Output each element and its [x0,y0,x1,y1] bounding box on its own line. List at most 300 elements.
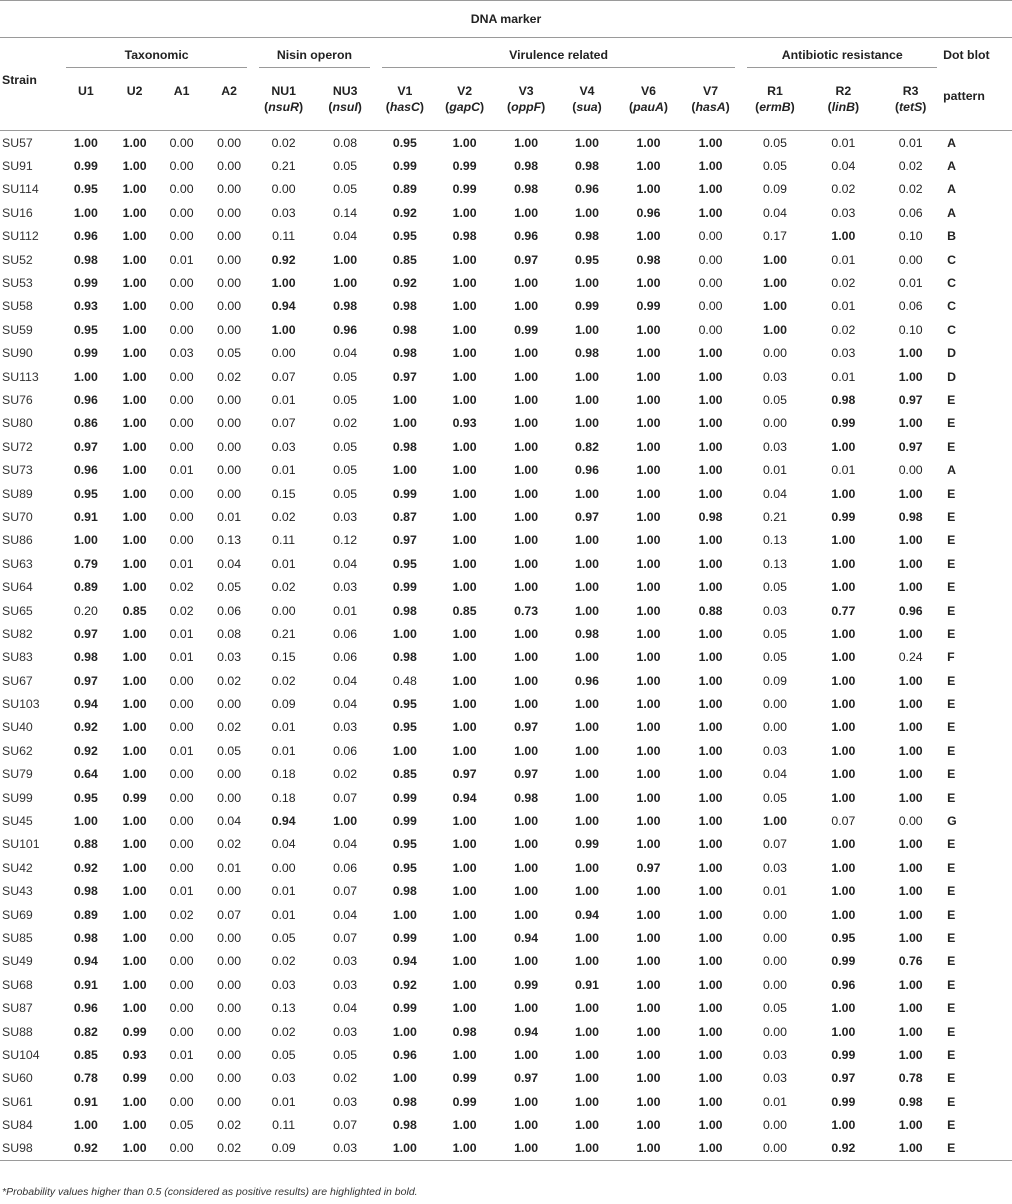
value-cell: 0.88 [698,603,723,618]
value-cell: 1.00 [636,767,661,782]
dot-blot-pattern-cell: C [947,322,957,337]
table-footnote: *Probability values higher than 0.5 (considered as positive results) are highlighted in bold. [2,1186,418,1198]
table-row [0,1137,1012,1161]
value-cell: 1.00 [122,439,147,454]
value-cell: 0.95 [392,697,417,712]
value-cell: 0.92 [831,1141,856,1156]
strain-cell: SU68 [2,977,33,992]
value-cell: 0.92 [73,720,98,735]
dot-blot-pattern-cell: E [947,509,956,524]
value-cell: 1.00 [575,392,599,407]
value-cell: 0.05 [762,790,787,805]
value-cell: 0.92 [392,276,417,291]
value-cell: 0.03 [169,346,194,361]
value-cell: 0.99 [392,159,417,174]
table-row [0,1090,1012,1113]
value-cell: 1.00 [636,533,661,548]
value-cell: 0.95 [392,837,417,852]
value-cell: 1.00 [122,135,147,150]
value-cell: 1.00 [636,229,661,244]
value-cell: 1.00 [122,509,147,524]
value-cell: 1.00 [575,1094,599,1109]
table-row [0,458,1012,481]
value-cell: 0.00 [217,697,242,712]
value-cell: 0.00 [698,276,723,291]
value-cell: 0.04 [333,556,358,571]
value-cell: 1.00 [636,135,661,150]
value-cell: 0.04 [762,205,787,220]
strain-cell: SU62 [2,743,33,758]
value-cell: 1.00 [514,463,539,478]
value-cell: 1.00 [636,463,661,478]
value-cell: 1.00 [636,673,661,688]
value-cell: 1.00 [514,1001,539,1016]
value-cell: 1.00 [514,299,539,314]
value-cell: 0.06 [333,860,358,875]
value-cell: 0.01 [831,299,856,314]
column-code-header: NU3 [332,84,358,98]
value-cell: 1.00 [831,650,856,665]
value-cell: 0.03 [333,580,358,595]
group-header-label: Virulence related [509,48,609,62]
value-cell: 0.99 [392,486,417,501]
value-cell: 1.00 [452,954,477,969]
value-cell: 0.97 [514,767,539,782]
value-cell: 0.92 [271,252,296,267]
value-cell: 0.07 [333,884,358,899]
value-cell: 0.05 [217,346,242,361]
dot-blot-pattern-cell: E [947,977,956,992]
dot-blot-pattern-cell: E [947,767,956,782]
value-cell: 0.99 [392,580,417,595]
value-cell: 0.07 [217,907,242,922]
value-cell: 1.00 [898,790,923,805]
value-cell: 1.00 [392,463,417,478]
dot-blot-pattern-cell: E [947,1118,956,1133]
value-cell: 0.18 [271,767,296,782]
value-cell: 0.95 [392,135,417,150]
value-cell: 0.15 [271,486,296,501]
value-cell: 0.21 [762,509,787,524]
value-cell: 1.00 [898,837,923,852]
value-cell: 0.00 [898,463,923,478]
value-cell: 1.00 [831,229,856,244]
value-cell: 0.04 [333,229,358,244]
value-cell: 0.98 [514,790,539,805]
value-cell: 0.00 [762,697,787,712]
strain-cell: SU79 [2,767,33,782]
value-cell: 0.89 [73,580,98,595]
value-cell: 0.97 [514,720,539,735]
value-cell: 0.00 [762,1141,787,1156]
value-cell: 0.06 [333,650,358,665]
value-cell: 0.02 [271,509,296,524]
value-cell: 0.98 [575,159,599,174]
value-cell: 1.00 [514,837,539,852]
value-cell: 0.00 [762,346,787,361]
value-cell: 0.03 [333,1024,358,1039]
table-row [0,248,1012,271]
dot-blot-pattern-cell: D [947,346,957,361]
value-cell: 0.07 [333,930,358,945]
dot-blot-pattern-cell: E [947,1141,956,1156]
value-cell: 0.98 [392,884,417,899]
dot-blot-pattern-cell: E [947,837,956,852]
column-code-header: U1 [77,84,94,98]
value-cell: 0.02 [217,369,242,384]
strain-cell: SU53 [2,276,33,291]
value-cell: 1.00 [73,1118,98,1133]
value-cell: 1.00 [636,1001,661,1016]
value-cell: 0.08 [333,135,358,150]
value-cell: 0.02 [217,1118,242,1133]
value-cell: 0.98 [392,1118,417,1133]
value-cell: 1.00 [575,954,599,969]
value-cell: 1.00 [333,814,358,829]
value-cell: 0.94 [271,814,296,829]
value-cell: 0.98 [698,509,723,524]
value-cell: 1.00 [898,767,923,782]
table-row [0,880,1012,903]
value-cell: 1.00 [898,369,923,384]
value-cell: 0.00 [217,322,242,337]
value-cell: 0.98 [333,299,358,314]
value-cell: 1.00 [122,159,147,174]
value-cell: 0.97 [73,439,98,454]
value-cell: 1.00 [831,1118,856,1133]
value-cell: 1.00 [73,205,98,220]
table-row [0,131,1012,155]
dot-blot-pattern-cell: E [947,1094,956,1109]
strain-cell: SU69 [2,907,33,922]
dot-blot-pattern-cell: A [947,463,957,478]
value-cell: 0.02 [271,580,296,595]
value-cell: 1.00 [452,1047,477,1062]
value-cell: 0.97 [831,1071,856,1086]
value-cell: 0.04 [333,697,358,712]
table-row [0,692,1012,715]
value-cell: 0.96 [575,673,599,688]
value-cell: 0.01 [898,135,923,150]
value-cell: 1.00 [698,626,723,641]
value-cell: 1.00 [831,767,856,782]
value-cell: 0.00 [169,509,194,524]
value-cell: 0.05 [762,580,787,595]
value-cell: 0.98 [73,884,98,899]
value-cell: 0.00 [217,1001,242,1016]
value-cell: 0.00 [169,205,194,220]
value-cell: 0.97 [514,252,539,267]
gene-name-label: nsuI [332,100,358,114]
value-cell: 1.00 [636,626,661,641]
value-cell: 1.00 [122,860,147,875]
value-cell: 0.92 [73,743,98,758]
value-cell: 0.98 [392,603,417,618]
value-cell: 1.00 [122,1094,147,1109]
value-cell: 1.00 [698,743,723,758]
value-cell: 1.00 [452,252,477,267]
group-header-label: Nisin operon [276,48,352,62]
strain-cell: SU16 [2,205,33,220]
column-code-header: V6 [640,84,657,98]
value-cell: 0.01 [831,463,856,478]
value-cell: 0.11 [272,1118,296,1133]
group-header [253,38,376,73]
value-cell: 1.00 [831,626,856,641]
value-cell: 0.01 [169,884,194,899]
value-cell: 0.01 [831,135,856,150]
strain-cell: SU43 [2,884,33,899]
dot-blot-pattern-cell: E [947,1071,956,1086]
table-row [0,622,1012,645]
column-code-header: V3 [518,84,534,98]
value-cell: 0.95 [392,556,417,571]
value-cell: 0.02 [271,673,296,688]
value-cell: 1.00 [452,884,477,899]
value-cell: 0.97 [452,767,477,782]
value-cell: 0.00 [698,299,723,314]
value-cell: 1.00 [122,182,147,197]
column-code-header: U2 [126,84,143,98]
value-cell: 1.00 [452,276,477,291]
value-cell: 0.00 [169,977,194,992]
value-cell: 1.00 [122,1141,147,1156]
gene-name-header: (gapC) [445,100,485,114]
value-cell: 1.00 [636,1118,661,1133]
value-cell: 1.00 [514,1141,539,1156]
table-row [0,529,1012,552]
value-cell: 0.04 [217,556,242,571]
value-cell: 1.00 [575,276,599,291]
value-cell: 0.98 [73,252,98,267]
value-cell: 1.00 [514,276,539,291]
value-cell: 0.99 [392,814,417,829]
value-cell: 0.00 [169,416,194,431]
value-cell: 0.98 [392,322,417,337]
value-cell: 1.00 [122,416,147,431]
value-cell: 0.20 [73,603,98,618]
value-cell: 1.00 [73,369,98,384]
value-cell: 1.00 [575,743,599,758]
value-cell: 0.95 [392,860,417,875]
value-cell: 0.14 [333,205,358,220]
table-row [0,482,1012,505]
gene-name-label: oppF [511,100,542,114]
value-cell: 0.00 [217,299,242,314]
strain-cell: SU86 [2,533,33,548]
value-cell: 1.00 [898,486,923,501]
value-cell: 1.00 [898,930,923,945]
value-cell: 1.00 [636,439,661,454]
value-cell: 0.05 [271,930,296,945]
dot-blot-pattern-cell: E [947,790,956,805]
value-cell: 1.00 [698,977,723,992]
value-cell: 0.05 [271,1047,296,1062]
value-cell: 1.00 [698,650,723,665]
strain-cell: SU113 [2,369,39,384]
value-cell: 0.04 [333,1001,358,1016]
value-cell: 1.00 [636,416,661,431]
value-cell: 0.13 [762,533,787,548]
value-cell: 1.00 [73,814,98,829]
value-cell: 0.02 [333,1071,358,1086]
value-cell: 1.00 [575,1071,599,1086]
value-cell: 0.92 [392,977,417,992]
value-cell: 1.00 [636,743,661,758]
value-cell: 0.00 [217,276,242,291]
table-row [0,225,1012,248]
value-cell: 0.03 [271,205,296,220]
value-cell: 0.03 [762,603,787,618]
value-cell: 1.00 [575,790,599,805]
value-cell: 1.00 [698,416,723,431]
value-cell: 0.95 [73,322,98,337]
value-cell: 0.94 [73,954,98,969]
value-cell: 0.03 [271,1071,296,1086]
value-cell: 0.01 [217,860,242,875]
value-cell: 0.94 [514,930,539,945]
value-cell: 1.00 [514,743,539,758]
value-cell: 0.99 [831,509,856,524]
value-cell: 0.00 [217,135,242,150]
value-cell: 0.96 [575,182,599,197]
value-cell: 0.03 [831,205,856,220]
value-cell: 0.00 [762,720,787,735]
value-cell: 1.00 [452,392,477,407]
value-cell: 0.04 [217,814,242,829]
value-cell: 0.01 [271,1094,296,1109]
dot-blot-pattern-cell: E [947,533,956,548]
value-cell: 0.96 [73,392,98,407]
value-cell: 1.00 [392,626,417,641]
value-cell: 1.00 [831,884,856,899]
dot-blot-pattern-cell: A [947,182,957,197]
value-cell: 1.00 [575,533,599,548]
group-header [60,38,253,73]
value-cell: 1.00 [514,673,539,688]
value-cell: 0.00 [169,229,194,244]
value-cell: 1.00 [122,346,147,361]
value-cell: 0.82 [575,439,599,454]
value-cell: 0.99 [392,1001,417,1016]
group-header-row [0,38,1012,73]
value-cell: 0.04 [762,486,787,501]
value-cell: 0.48 [392,673,417,688]
table-row [0,342,1012,365]
value-cell: 0.00 [169,790,194,805]
value-cell: 1.00 [698,673,723,688]
value-cell: 1.00 [514,392,539,407]
value-cell: 1.00 [452,673,477,688]
value-cell: 1.00 [698,346,723,361]
value-cell: 0.85 [122,603,147,618]
value-cell: 0.04 [333,907,358,922]
value-cell: 0.98 [831,392,856,407]
value-cell: 0.96 [575,463,599,478]
value-cell: 0.03 [333,1141,358,1156]
strain-cell: SU104 [2,1047,40,1062]
value-cell: 0.03 [762,743,787,758]
value-cell: 1.00 [452,1001,477,1016]
value-cell: 0.77 [831,603,856,618]
value-cell: 1.00 [636,930,661,945]
value-cell: 0.03 [762,1047,787,1062]
value-cell: 1.00 [898,580,923,595]
table-row [0,926,1012,949]
value-cell: 0.64 [73,767,98,782]
value-cell: 0.92 [392,205,417,220]
value-cell: 0.01 [169,743,194,758]
value-cell: 1.00 [636,1094,661,1109]
value-cell: 1.00 [831,486,856,501]
value-cell: 0.00 [169,814,194,829]
value-cell: 1.00 [122,556,147,571]
value-cell: 0.00 [898,252,923,267]
strain-cell: SU40 [2,720,33,735]
value-cell: 1.00 [122,533,147,548]
value-cell: 1.00 [514,954,539,969]
value-cell: 0.73 [514,603,539,618]
value-cell: 0.00 [217,790,242,805]
value-cell: 0.95 [73,486,98,501]
value-cell: 0.00 [169,767,194,782]
value-cell: 1.00 [898,907,923,922]
value-cell: 0.02 [169,907,194,922]
strain-cell: SU99 [2,790,33,805]
strain-cell: SU85 [2,930,33,945]
value-cell: 0.92 [73,1141,98,1156]
value-cell: 0.97 [73,673,98,688]
value-cell: 0.05 [333,392,358,407]
value-cell: 1.00 [898,697,923,712]
table-row [0,201,1012,224]
value-cell: 0.78 [73,1071,98,1086]
value-cell: 0.00 [698,252,723,267]
strain-cell: SU84 [2,1118,33,1133]
value-cell: 0.99 [514,322,539,337]
value-cell: 0.00 [169,369,194,384]
value-cell: 0.02 [831,182,856,197]
value-cell: 0.06 [217,603,242,618]
value-cell: 1.00 [831,837,856,852]
value-cell: 0.95 [392,229,417,244]
value-cell: 0.89 [392,182,417,197]
dot-blot-pattern-cell: C [947,299,957,314]
value-cell: 0.07 [333,790,358,805]
value-cell: 1.00 [122,884,147,899]
value-cell: 1.00 [698,790,723,805]
value-cell: 1.00 [831,790,856,805]
value-cell: 1.00 [636,884,661,899]
value-cell: 1.00 [575,369,599,384]
value-cell: 1.00 [698,533,723,548]
value-cell: 0.01 [169,650,194,665]
strain-cell: SU98 [2,1141,33,1156]
value-cell: 0.00 [217,392,242,407]
table-row [0,833,1012,856]
value-cell: 1.00 [698,1047,723,1062]
dot-blot-pattern-cell: E [947,580,956,595]
value-cell: 1.00 [698,580,723,595]
value-cell: 0.99 [392,790,417,805]
strain-cell: SU45 [2,814,33,829]
value-cell: 1.00 [636,837,661,852]
table-row [0,716,1012,739]
gene-name-label: gapC [449,100,480,114]
strain-cell: SU88 [2,1024,33,1039]
value-cell: 1.00 [514,135,539,150]
group-header [376,38,741,73]
